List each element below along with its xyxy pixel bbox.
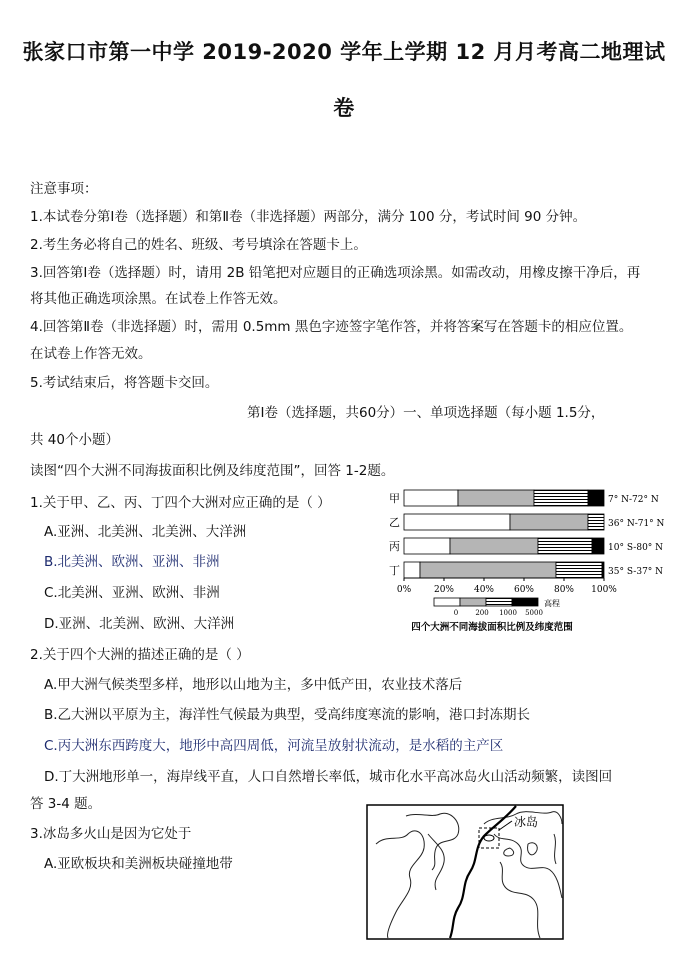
- x-tick-label: 60%: [513, 585, 535, 595]
- altitude-latitude-chart: [380, 484, 680, 636]
- section-heading: 第Ⅰ卷（选择题，共60分）一、单项选择题（每小题 1.5分，: [247, 405, 605, 421]
- latitude-range-label: 7° N-72° N: [608, 495, 659, 505]
- bar-segment: [404, 514, 510, 530]
- bar-segment: [602, 562, 604, 578]
- legend-tick-label: 5000: [525, 609, 543, 617]
- bar-category-label: 乙: [389, 516, 400, 529]
- question-stem: 3.冰岛多火山是因为它处于: [30, 826, 192, 842]
- bar-category-label: 丁: [389, 564, 400, 577]
- notice-item: 1.本试卷分第Ⅰ卷（选择题）和第Ⅱ卷（非选择题）两部分，满分 100 分，考试时间 90 分钟。: [30, 209, 587, 225]
- x-tick-label: 40%: [473, 585, 495, 595]
- bar-segment: [510, 514, 588, 530]
- bar-segment: [404, 562, 420, 578]
- chart-title: 四个大洲不同海拔面积比例及纬度范围: [411, 622, 573, 633]
- x-tick-label: 80%: [553, 585, 575, 595]
- notice-item: 在试卷上作答无效。: [30, 346, 152, 362]
- question-option: C.北美洲、亚洲、欧洲、非洲: [44, 585, 220, 601]
- x-tick-label: 100%: [591, 585, 617, 595]
- question-stem: 1.关于甲、乙、丙、丁四个大洲对应正确的是（ ）: [30, 495, 331, 511]
- bar-segment: [420, 562, 556, 578]
- question-option: A.甲大洲气候类型多样，地形以山地为主，多中低产田，农业技术落后: [44, 677, 463, 693]
- bar-segment: [592, 538, 604, 554]
- latitude-range-label: 36° N-71° N: [608, 519, 665, 529]
- question-option: B.北美洲、欧洲、亚洲、非洲: [44, 554, 220, 570]
- question-option: C.丙大洲东西跨度大，地形中高四周低，河流呈放射状流动，是水稻的主产区: [44, 738, 504, 754]
- bar-segment: [404, 538, 450, 554]
- iceland-label: 冰岛: [514, 815, 539, 829]
- question-option: A.亚欧板块和美洲板块碰撞地带: [44, 856, 233, 872]
- bar-segment: [404, 490, 458, 506]
- bar-segment: [588, 490, 604, 506]
- bar-segment: [458, 490, 534, 506]
- legend-swatch: [512, 598, 538, 606]
- latitude-range-label: 10° S-80° N: [608, 543, 664, 553]
- reading-intro: 读图“四个大洲不同海拔面积比例及纬度范围”，回答 1-2题。: [30, 463, 395, 479]
- legend-tick-label: 0: [453, 609, 459, 617]
- bar-segment: [588, 514, 604, 530]
- legend-swatch: [486, 598, 512, 606]
- bar-category-label: 甲: [389, 492, 400, 505]
- bar-segment: [534, 490, 588, 506]
- legend-tick-label: 1000: [499, 609, 517, 617]
- question-option: A.亚洲、北美洲、北美洲、大洋洲: [44, 524, 247, 540]
- question-option: D.丁大洲地形单一，海岸线平直，人口自然增长率低，城市化水平高冰岛火山活动频繁，读图回: [44, 769, 613, 785]
- bar-category-label: 丙: [389, 540, 400, 553]
- notice-item: 2.考生务必将自己的姓名、班级、考号填涂在答题卡上。: [30, 237, 367, 253]
- legend-swatch: [460, 598, 486, 606]
- notice-item: 5.考试结束后，将答题卡交回。: [30, 375, 219, 391]
- notice-item: 将其他正确选项涂黑。在试卷上作答无效。: [30, 291, 287, 307]
- iceland-plate-map: [366, 804, 564, 940]
- question-option: B.乙大洲以平原为主，海洋性气候最为典型，受高纬度寒流的影响，港口封冻期长: [44, 707, 531, 723]
- notice-heading: 注意事项：: [30, 181, 98, 197]
- legend-label: 高程: [544, 599, 560, 608]
- question-stem: 2.关于四个大洲的描述正确的是（ ）: [30, 647, 250, 663]
- x-tick-label: 20%: [433, 585, 455, 595]
- bar-segment: [450, 538, 538, 554]
- page-title-line1: 张家口市第一中学 2019-2020 学年上学期 12 月月考高二地理试: [22, 40, 666, 64]
- question-option-cont: 答 3-4 题。: [30, 796, 102, 812]
- legend-swatch: [434, 598, 460, 606]
- x-tick-label: 0%: [396, 585, 412, 595]
- section-heading-cont: 共 40个小题）: [30, 432, 119, 448]
- question-option: D.亚洲、北美洲、欧洲、大洋洲: [44, 616, 235, 632]
- notice-item: 3.回答第Ⅰ卷（选择题）时，请用 2B 铅笔把对应题目的正确选项涂黑。如需改动，用橡皮擦干净后，再: [30, 265, 641, 281]
- bar-segment: [556, 562, 602, 578]
- latitude-range-label: 35° S-37° N: [608, 567, 664, 577]
- notice-item: 4.回答第Ⅱ卷（非选择题）时，需用 0.5mm 黑色字迹签字笔作答，并将答案写在答题卡的相应位置。: [30, 319, 633, 335]
- legend-tick-label: 200: [475, 609, 489, 617]
- bar-segment: [538, 538, 592, 554]
- page-title-line2: 卷: [333, 96, 355, 120]
